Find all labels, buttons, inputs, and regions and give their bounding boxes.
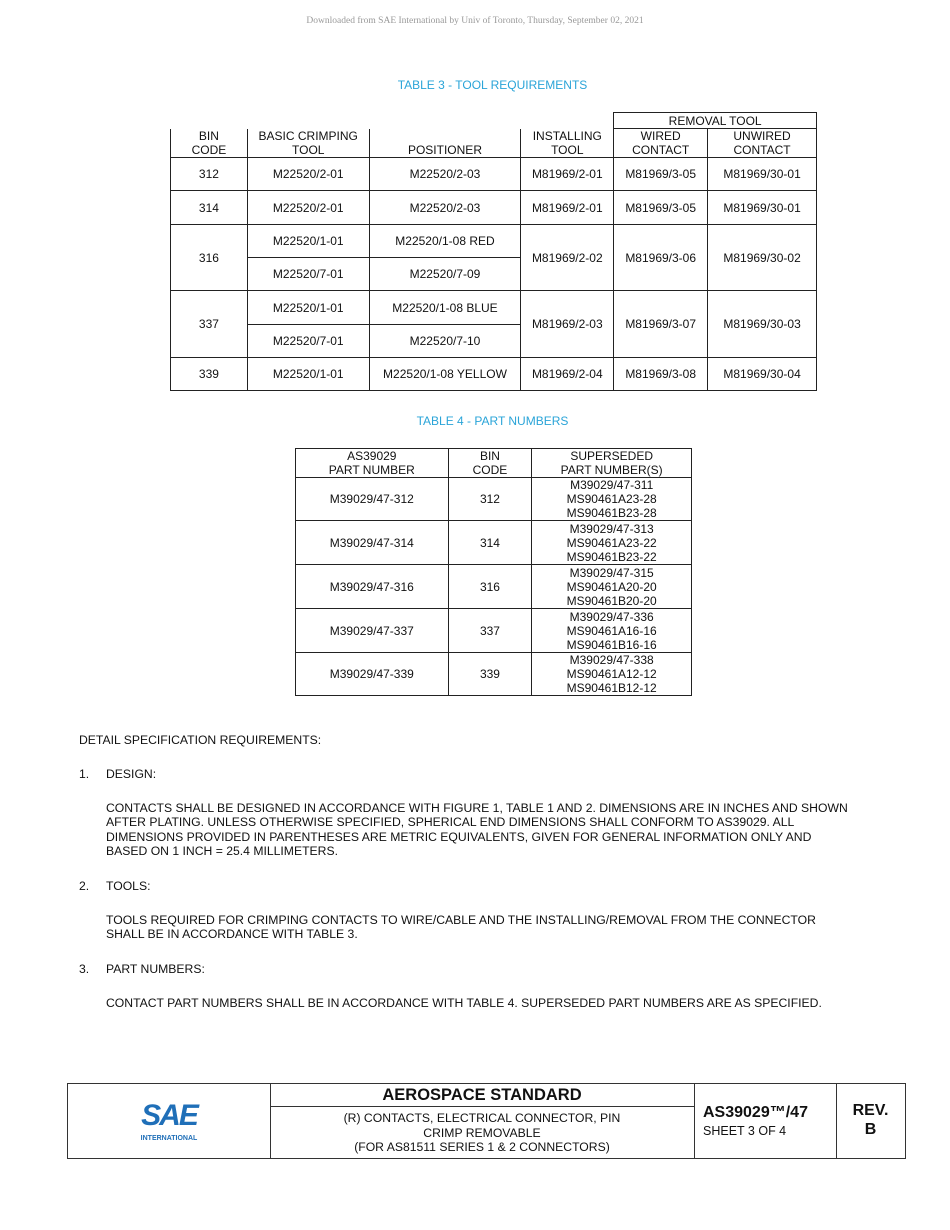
document-title-cell xyxy=(270,1084,695,1158)
item-paragraph: CONTACT PART NUMBERS SHALL BE IN ACCORDANCE WITH TABLE 4. SUPERSEDED PART NUMBERS ARE AS SPECIFIED. xyxy=(106,996,822,1010)
logo-text: SAE xyxy=(141,1099,197,1132)
table-row: M39029/47-312 312 M39029/47-311 MS90461A23-28 MS90461B23-28 xyxy=(296,478,692,521)
installing-tool-header: INSTALLING TOOL xyxy=(521,129,614,158)
table-row: 339 M22520/1-01 M22520/1-08 YELLOW M81969/2-04 M81969/3-08 M81969/30-04 xyxy=(171,358,817,391)
item-title: PART NUMBERS: xyxy=(106,962,205,976)
document-number: AS39029™/47 xyxy=(703,1104,808,1121)
part-number-header: AS39029 PART NUMBER xyxy=(296,449,449,478)
sae-logo xyxy=(68,1084,271,1158)
bin-code-header: BIN CODE xyxy=(448,449,532,478)
item-paragraph: TOOLS REQUIRED FOR CRIMPING CONTACTS TO WIRE/CABLE AND THE INSTALLING/REMOVAL FROM THE CONNECTOR SHALL BE IN ACCORDANCE WITH TABLE 3. xyxy=(106,913,816,942)
item-number: 1. xyxy=(79,767,90,781)
table-row: M39029/47-337 337 M39029/47-336 MS90461A16-16 MS90461B16-16 xyxy=(296,609,692,653)
revision-label: REV. xyxy=(852,1102,889,1119)
requirements-heading: DETAIL SPECIFICATION REQUIREMENTS: xyxy=(79,733,322,747)
superseded-header: SUPERSEDED PART NUMBER(S) xyxy=(532,449,692,478)
sheet-number: SHEET 3 OF 4 xyxy=(703,1124,787,1138)
table-row: 314 M22520/2-01 M22520/2-03 M81969/2-01 M81969/3-05 M81969/30-01 xyxy=(171,191,817,225)
bin-code-header: BIN CODE xyxy=(171,129,248,158)
part-numbers-table xyxy=(295,448,692,696)
tool-requirements-table xyxy=(170,112,817,391)
table-row: M39029/47-339 339 M39029/47-338 MS90461A12-12 MS90461B12-12 xyxy=(296,653,692,696)
wired-contact-header: WIRED CONTACT xyxy=(614,129,708,158)
table-row: 337 M22520/1-01 M22520/1-08 BLUE M81969/2-03 M81969/3-07 M81969/30-03 xyxy=(171,291,817,325)
crimping-tool-header: BASIC CRIMPING TOOL xyxy=(247,129,369,158)
positioner-header: POSITIONER xyxy=(369,129,521,158)
title-block xyxy=(67,1083,906,1159)
item-number: 3. xyxy=(79,962,90,976)
revision-cell xyxy=(836,1084,905,1158)
logo-subtext: INTERNATIONAL xyxy=(140,1135,198,1142)
table-row: 312 M22520/2-01 M22520/2-03 M81969/2-01 M81969/3-05 M81969/30-01 xyxy=(171,158,817,191)
item-title: DESIGN: xyxy=(106,767,157,781)
table-row: M22520/7-01 M22520/7-09 xyxy=(171,258,817,291)
revision-value: B xyxy=(864,1121,877,1138)
unwired-contact-header: UNWIRED CONTACT xyxy=(708,129,817,158)
table-row: M39029/47-316 316 M39029/47-315 MS90461A20-20 MS90461B20-20 xyxy=(296,565,692,609)
document-subtitle: (R) CONTACTS, ELECTRICAL CONNECTOR, PIN CRIMP REMOVABLE (FOR AS81511 SERIES 1 & 2 CONNECTORS) xyxy=(343,1111,621,1154)
table4-caption: TABLE 4 - PART NUMBERS xyxy=(416,414,569,428)
table3-caption: TABLE 3 - TOOL REQUIREMENTS xyxy=(397,78,588,92)
item-number: 2. xyxy=(79,879,90,893)
table-row: M22520/7-01 M22520/7-10 xyxy=(171,325,817,358)
table-row: M39029/47-314 314 M39029/47-313 MS90461A23-22 MS90461B23-22 xyxy=(296,521,692,565)
document-number-cell xyxy=(694,1084,837,1158)
item-title: TOOLS: xyxy=(106,879,151,893)
download-watermark: Downloaded from SAE International by Univ of Toronto, Thursday, September 02, 2021 xyxy=(306,16,644,26)
item-paragraph: CONTACTS SHALL BE DESIGNED IN ACCORDANCE WITH FIGURE 1, TABLE 1 AND 2. DIMENSIONS ARE IN INCHES AND SHOWN AFTER PLATING. UNLESS OTHERWISE SPECIFIED, SPHERICAL END DIMENSIONS SHALL CONFORM TO AS39029. ALL DIMENSIONS PROVIDED IN PARENTHESES ARE METRIC EQUIVALENTS, GIVEN FOR GENERAL INFORMATION ONLY AND BASED ON 1 INCH = 25.4 MILLIMETERS. xyxy=(106,801,848,859)
removal-tool-header: REMOVAL TOOL xyxy=(614,113,817,129)
table-row: 316 M22520/1-01 M22520/1-08 RED M81969/2-02 M81969/3-06 M81969/30-02 xyxy=(171,225,817,258)
sae-logo-graphic xyxy=(68,1084,270,1158)
standard-title: AEROSPACE STANDARD xyxy=(270,1084,694,1107)
